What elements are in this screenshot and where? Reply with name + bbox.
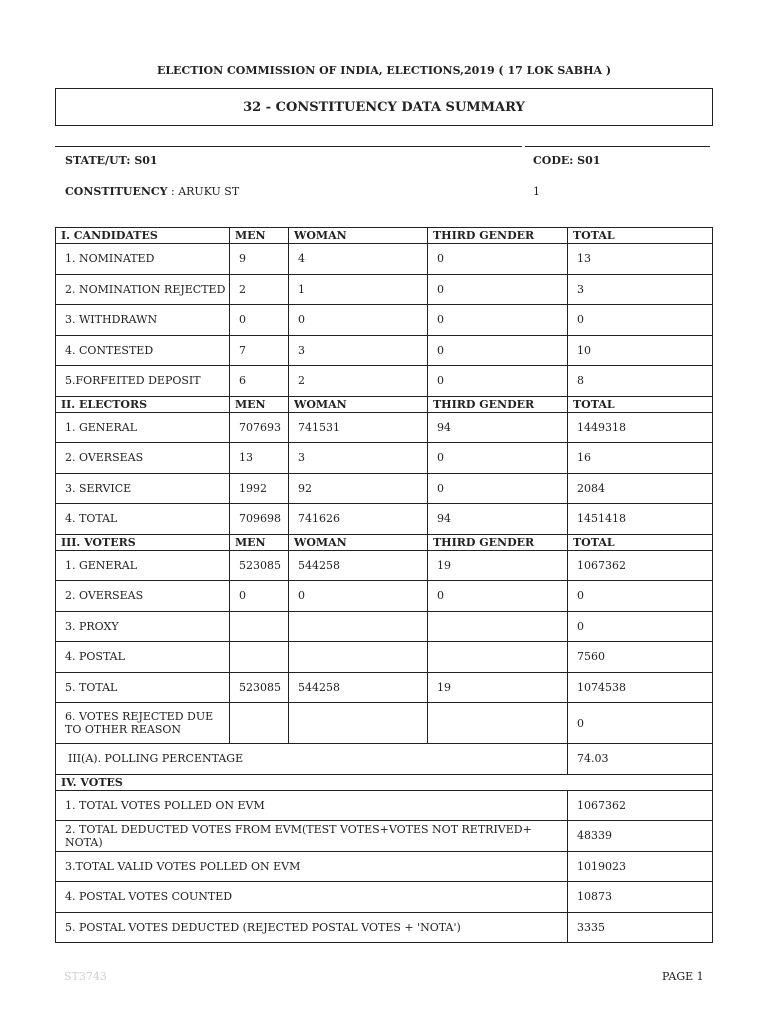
row-label: 1. NOMINATED: [56, 244, 230, 275]
cell-value: 3: [289, 443, 428, 474]
table-row: [56, 504, 713, 535]
rule-left: [55, 146, 522, 147]
table-row: [56, 550, 713, 581]
polling-value: 74.03: [568, 744, 713, 775]
table-row: [56, 305, 713, 336]
section-header-row: [56, 534, 713, 550]
column-header: TOTAL: [568, 396, 713, 412]
column-header: THIRD GENDER: [428, 228, 568, 244]
row-label: 2. TOTAL DEDUCTED VOTES FROM EVM(TEST VOTES+VOTES NOT RETRIVED+ NOTA): [56, 821, 568, 852]
row-label: 4. CONTESTED: [56, 335, 230, 366]
column-header: MEN: [230, 228, 289, 244]
table-row: [56, 821, 713, 852]
column-header: THIRD GENDER: [428, 396, 568, 412]
cell-value: [428, 611, 568, 642]
cell-value: 1449318: [568, 412, 713, 443]
row-label: 2. OVERSEAS: [56, 581, 230, 612]
cell-value: 0: [428, 244, 568, 275]
constituency-number: 1: [533, 185, 540, 198]
cell-value: 709698: [230, 504, 289, 535]
cell-value: 0: [428, 335, 568, 366]
cell-value: 1019023: [568, 851, 713, 882]
cell-value: 544258: [289, 550, 428, 581]
row-label: 2. NOMINATION REJECTED: [56, 274, 230, 305]
row-label: [56, 703, 230, 744]
cell-value: 6: [230, 366, 289, 397]
cell-value: 19: [428, 550, 568, 581]
column-header: TOTAL: [568, 534, 713, 550]
row-label: 2. OVERSEAS: [56, 443, 230, 474]
cell-value: [289, 642, 428, 673]
table-row: [56, 790, 713, 821]
cell-value: 0: [428, 274, 568, 305]
cell-value: 0: [568, 305, 713, 336]
section-header-row: [56, 774, 713, 790]
constituency-line: [65, 185, 239, 198]
code-label: CODE: S01: [533, 154, 601, 167]
state-label: STATE/UT: S01: [65, 154, 158, 167]
row-label-line: TO OTHER REASON: [65, 723, 182, 736]
table-row: [56, 672, 713, 703]
row-label: 4. POSTAL VOTES COUNTED: [56, 882, 568, 913]
rule-right: [525, 146, 710, 147]
cell-value: 0: [428, 366, 568, 397]
row-label: 3. WITHDRAWN: [56, 305, 230, 336]
page-title: 32 - CONSTITUENCY DATA SUMMARY: [55, 88, 713, 126]
cell-value: 0: [230, 581, 289, 612]
cell-value: 3: [289, 335, 428, 366]
cell-value: 19: [428, 672, 568, 703]
cell-value: 0: [428, 473, 568, 504]
row-label: 3. SERVICE: [56, 473, 230, 504]
cell-value: [289, 611, 428, 642]
cell-value: 1074538: [568, 672, 713, 703]
cell-value: 0: [568, 703, 713, 744]
row-label-line: 6. VOTES REJECTED DUE: [65, 710, 214, 723]
section-heading: II. ELECTORS: [56, 396, 230, 412]
cell-value: 741531: [289, 412, 428, 443]
cell-value: 94: [428, 412, 568, 443]
cell-value: 0: [428, 305, 568, 336]
cell-value: 92: [289, 473, 428, 504]
column-header: WOMAN: [289, 396, 428, 412]
row-label: 4. TOTAL: [56, 504, 230, 535]
row-label: 5.FORFEITED DEPOSIT: [56, 366, 230, 397]
row-label: 1. GENERAL: [56, 412, 230, 443]
cell-value: 0: [428, 581, 568, 612]
table-row: [56, 744, 713, 775]
cell-value: 1067362: [568, 550, 713, 581]
section-header-row: [56, 396, 713, 412]
row-label: 5. POSTAL VOTES DEDUCTED (REJECTED POSTAL VOTES + 'NOTA'): [56, 912, 568, 943]
table-row: [56, 851, 713, 882]
column-header: MEN: [230, 396, 289, 412]
table-row: [56, 912, 713, 943]
footer-code: ST3743: [64, 970, 107, 983]
table-row: [56, 366, 713, 397]
cell-value: 13: [230, 443, 289, 474]
cell-value: 0: [230, 305, 289, 336]
cell-value: 3335: [568, 912, 713, 943]
column-header: TOTAL: [568, 228, 713, 244]
cell-value: 48339: [568, 821, 713, 852]
polling-label: III(A). POLLING PERCENTAGE: [56, 744, 568, 775]
section-heading: IV. VOTES: [56, 774, 713, 790]
cell-value: 8: [568, 366, 713, 397]
row-label: 1. TOTAL VOTES POLLED ON EVM: [56, 790, 568, 821]
cell-value: [230, 703, 289, 744]
column-header: WOMAN: [289, 534, 428, 550]
cell-value: [230, 611, 289, 642]
section-heading: I. CANDIDATES: [56, 228, 230, 244]
constituency-value: : ARUKU ST: [167, 185, 240, 198]
column-header: MEN: [230, 534, 289, 550]
cell-value: [289, 703, 428, 744]
cell-value: [230, 642, 289, 673]
row-label: 1. GENERAL: [56, 550, 230, 581]
row-label: 3. PROXY: [56, 611, 230, 642]
row-label: 4. POSTAL: [56, 642, 230, 673]
cell-value: 13: [568, 244, 713, 275]
table-row: [56, 882, 713, 913]
table-row: [56, 244, 713, 275]
cell-value: 10: [568, 335, 713, 366]
cell-value: 16: [568, 443, 713, 474]
cell-value: 544258: [289, 672, 428, 703]
cell-value: 2084: [568, 473, 713, 504]
table-row: [56, 642, 713, 673]
section-heading: III. VOTERS: [56, 534, 230, 550]
cell-value: 4: [289, 244, 428, 275]
cell-value: 2: [230, 274, 289, 305]
cell-value: 1992: [230, 473, 289, 504]
cell-value: 3: [568, 274, 713, 305]
cell-value: 10873: [568, 882, 713, 913]
candidates-section: [56, 228, 713, 397]
cell-value: 0: [568, 581, 713, 612]
cell-value: 741626: [289, 504, 428, 535]
cell-value: 0: [568, 611, 713, 642]
cell-value: 523085: [230, 550, 289, 581]
column-header: WOMAN: [289, 228, 428, 244]
cell-value: 707693: [230, 412, 289, 443]
table-row: [56, 611, 713, 642]
cell-value: 0: [289, 581, 428, 612]
cell-value: 523085: [230, 672, 289, 703]
cell-value: [428, 703, 568, 744]
voters-section: [56, 534, 713, 774]
cell-value: 9: [230, 244, 289, 275]
column-header: THIRD GENDER: [428, 534, 568, 550]
cell-value: 7: [230, 335, 289, 366]
table-row: [56, 274, 713, 305]
votes-section: [56, 774, 713, 943]
table-row: [56, 703, 713, 744]
section-header-row: [56, 228, 713, 244]
cell-value: 7560: [568, 642, 713, 673]
cell-value: 2: [289, 366, 428, 397]
summary-table: [55, 227, 713, 943]
cell-value: 0: [428, 443, 568, 474]
table-row: [56, 443, 713, 474]
constituency-label: CONSTITUENCY: [65, 185, 168, 198]
cell-value: 1: [289, 274, 428, 305]
report-header: ELECTION COMMISSION OF INDIA, ELECTIONS,2019 ( 17 LOK SABHA ): [156, 64, 612, 77]
table-row: [56, 335, 713, 366]
table-row: [56, 473, 713, 504]
cell-value: 94: [428, 504, 568, 535]
electors-section: [56, 396, 713, 534]
cell-value: [428, 642, 568, 673]
cell-value: 1067362: [568, 790, 713, 821]
row-label: 5. TOTAL: [56, 672, 230, 703]
table-row: [56, 412, 713, 443]
page-number: PAGE 1: [662, 970, 704, 983]
cell-value: 0: [289, 305, 428, 336]
cell-value: 1451418: [568, 504, 713, 535]
table-row: [56, 581, 713, 612]
row-label: 3.TOTAL VALID VOTES POLLED ON EVM: [56, 851, 568, 882]
